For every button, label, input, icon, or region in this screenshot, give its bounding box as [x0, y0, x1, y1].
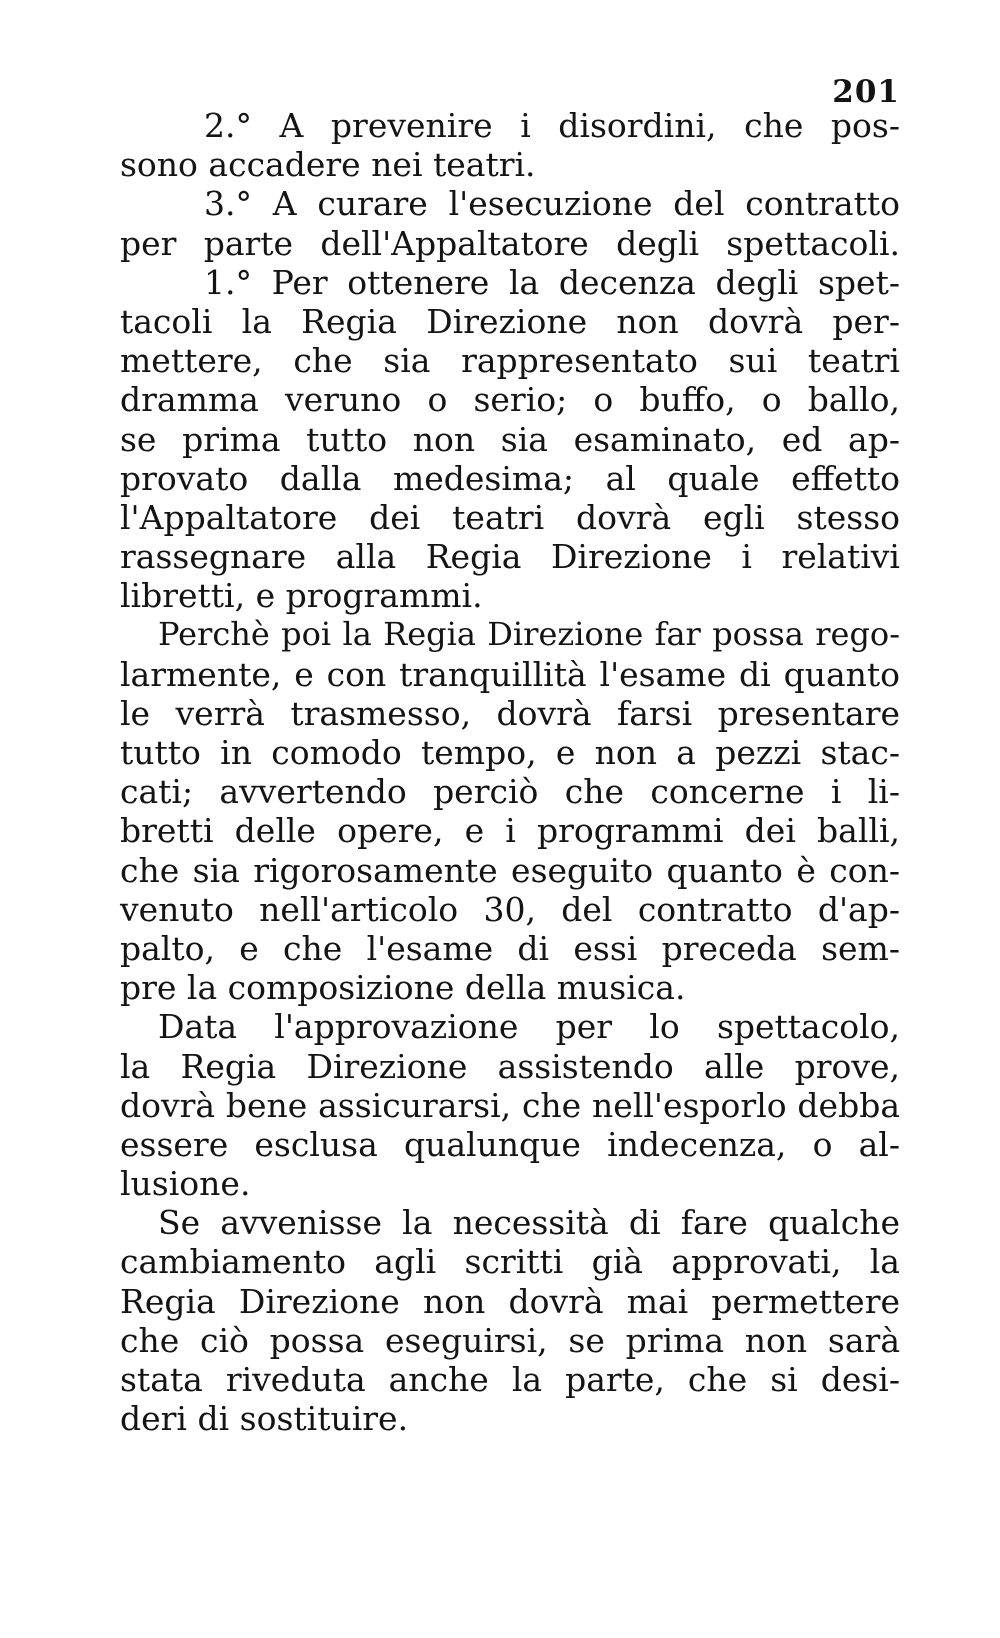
text-line: le verrà trasmesso, dovrà farsi presentare: [120, 693, 900, 733]
text-line: rassegnare alla Regia Direzione i relativi: [120, 537, 900, 577]
text-line: tutto in comodo tempo, e non a pezzi stac-: [120, 733, 900, 772]
page-number: 201: [832, 74, 900, 110]
text-line: che sia rigorosamente eseguito quanto è con-: [120, 850, 900, 890]
text-line: larmente, e con tranquillità l'esame di quanto: [120, 654, 900, 694]
text-line: sono accadere nei teatri.: [120, 145, 536, 185]
text-line: dovrà bene assicurarsi, che nell'esporlo debba: [120, 1085, 900, 1125]
text-line: dramma veruno o serio; o buffo, o ballo,: [120, 380, 900, 420]
text-line: per parte dell'Appaltatore degli spettacoli.: [120, 223, 900, 263]
text-line: Data l'approvazione per lo spettacolo,: [158, 1007, 900, 1047]
text-line: venuto nell'articolo 30, del contratto d'ap-: [120, 889, 900, 929]
text-line: Perchè poi la Regia Direzione far possa rego-: [158, 615, 900, 654]
text-line: 2.° A prevenire i disordini, che pos-: [204, 106, 900, 145]
text-line: essere esclusa qualunque indecenza, o al-: [120, 1124, 900, 1164]
text-line: stata riveduta anche la parte, che si desi-: [120, 1360, 900, 1399]
text-line: 3.° A curare l'esecuzione del contratto: [204, 184, 900, 224]
text-line: lusione.: [120, 1164, 251, 1204]
text-line: se prima tutto non sia esaminato, ed ap-: [120, 419, 900, 459]
text-line: bretti delle opere, e i programmi dei balli,: [120, 811, 900, 851]
text-line: cambiamento agli scritti già approvati, la: [120, 1242, 900, 1282]
text-line: Se avvenisse la necessità di fare qualche: [158, 1203, 900, 1243]
text-line: provato dalla medesima; al quale effetto: [120, 458, 900, 498]
body-text: [120, 106, 900, 1438]
text-line: pre la composizione della musica.: [120, 968, 686, 1008]
text-line: cati; avvertendo perciò che concerne i li-: [120, 772, 900, 812]
text-line: 1.° Per ottenere la decenza degli spet-: [204, 262, 900, 302]
text-line: la Regia Direzione assistendo alle prove,: [120, 1046, 900, 1086]
text-line: deri di sostituire.: [120, 1399, 409, 1439]
text-line: Regia Direzione non dovrà mai permettere: [120, 1281, 900, 1321]
text-line: l'Appaltatore dei teatri dovrà egli stesso: [120, 497, 900, 537]
text-line: tacoli la Regia Direzione non dovrà per-: [120, 301, 900, 341]
text-line: mettere, che sia rappresentato sui teatri: [120, 341, 900, 381]
text-line: palto, e che l'esame di essi preceda sem-: [120, 928, 900, 968]
text-line: che ciò possa eseguirsi, se prima non sarà: [120, 1320, 900, 1360]
text-line: libretti, e programmi.: [120, 576, 483, 616]
